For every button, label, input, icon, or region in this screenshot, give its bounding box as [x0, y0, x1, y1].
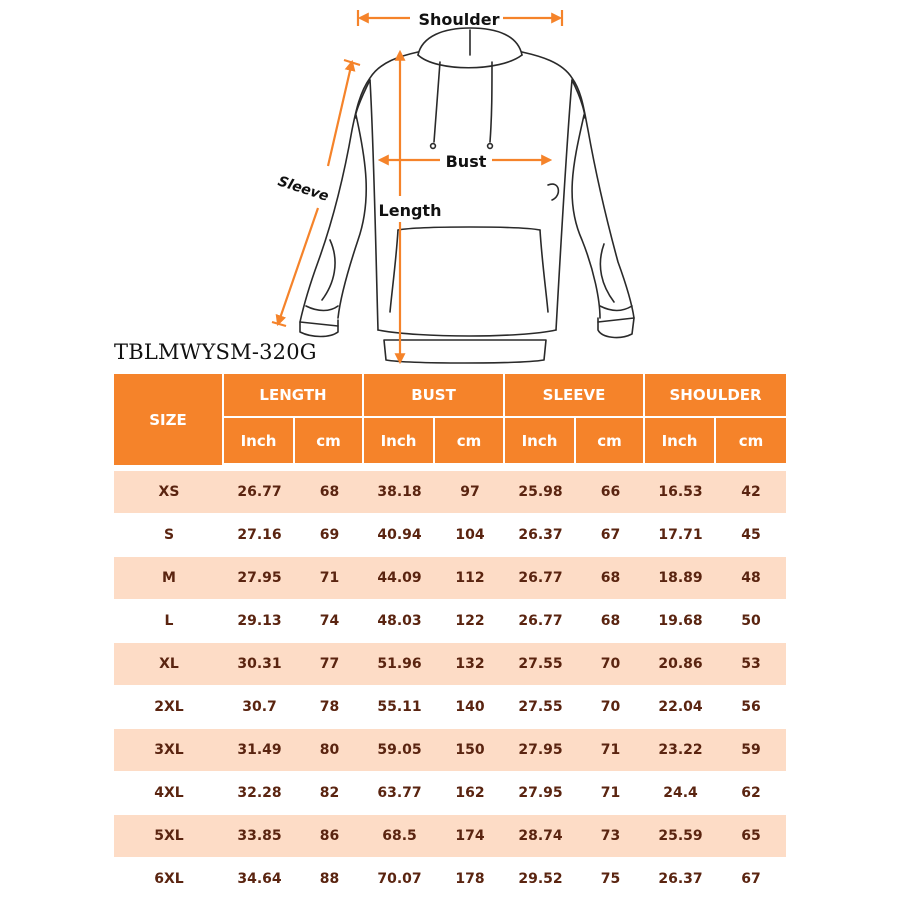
measurement-cell: 26.37	[645, 858, 716, 901]
shoulder-group-header: SHOULDER	[645, 374, 786, 418]
size-cell: XS	[114, 465, 224, 514]
measurement-cell: 68	[576, 557, 645, 600]
measurement-cell: 70	[576, 686, 645, 729]
measurement-cell: 25.98	[505, 465, 576, 514]
measurement-cell: 31.49	[224, 729, 295, 772]
measurement-cell: 73	[576, 815, 645, 858]
unit-header: cm	[576, 418, 645, 465]
table-row	[114, 514, 786, 557]
table-row	[114, 465, 786, 514]
measurement-cell: 62	[716, 772, 786, 815]
measurement-cell: 27.55	[505, 643, 576, 686]
measurement-cell: 26.37	[505, 514, 576, 557]
hoodie-illustration	[300, 28, 634, 363]
size-cell: 5XL	[114, 815, 224, 858]
measurement-cell: 23.22	[645, 729, 716, 772]
measurement-cell: 80	[295, 729, 364, 772]
measurement-cell: 27.55	[505, 686, 576, 729]
measurement-cell: 44.09	[364, 557, 435, 600]
measurement-cell: 71	[576, 772, 645, 815]
unit-header: Inch	[505, 418, 576, 465]
size-column-header: SIZE	[114, 374, 224, 465]
measurement-cell: 27.95	[505, 729, 576, 772]
measurement-cell: 48.03	[364, 600, 435, 643]
measurement-cell: 16.53	[645, 465, 716, 514]
measurement-cell: 68	[295, 465, 364, 514]
measurement-cell: 71	[295, 557, 364, 600]
measurement-cell: 22.04	[645, 686, 716, 729]
measurement-cell: 140	[435, 686, 505, 729]
measurement-cell: 70.07	[364, 858, 435, 901]
measurement-cell: 50	[716, 600, 786, 643]
measurement-cell: 38.18	[364, 465, 435, 514]
measurement-cell: 65	[716, 815, 786, 858]
table-row	[114, 858, 786, 901]
measurement-cell: 27.95	[224, 557, 295, 600]
sleeve-label: Sleeve	[275, 173, 331, 205]
measurement-cell: 53	[716, 643, 786, 686]
measurement-cell: 66	[576, 465, 645, 514]
measurement-cell: 25.59	[645, 815, 716, 858]
measurement-cell: 104	[435, 514, 505, 557]
sleeve-group-header: SLEEVE	[505, 374, 645, 418]
measurement-cell: 26.77	[224, 465, 295, 514]
measurement-cell: 59	[716, 729, 786, 772]
size-cell: M	[114, 557, 224, 600]
measurement-cell: 132	[435, 643, 505, 686]
measurement-cell: 26.77	[505, 557, 576, 600]
measurement-cell: 56	[716, 686, 786, 729]
table-row	[114, 686, 786, 729]
size-cell: XL	[114, 643, 224, 686]
measurement-cell: 45	[716, 514, 786, 557]
unit-header: Inch	[224, 418, 295, 465]
measurement-cell: 68.5	[364, 815, 435, 858]
shoulder-label: Shoulder	[418, 10, 500, 29]
unit-header: cm	[295, 418, 364, 465]
measurement-cell: 28.74	[505, 815, 576, 858]
measurement-cell: 67	[576, 514, 645, 557]
table-row	[114, 557, 786, 600]
measurement-cell: 174	[435, 815, 505, 858]
measurement-cell: 68	[576, 600, 645, 643]
measurement-cell: 70	[576, 643, 645, 686]
product-code: TBLMWYSM-320G	[114, 340, 317, 364]
measurement-cell: 88	[295, 858, 364, 901]
measurement-cell: 122	[435, 600, 505, 643]
table-row	[114, 643, 786, 686]
measurement-cell: 24.4	[645, 772, 716, 815]
measurement-cell: 40.94	[364, 514, 435, 557]
table-row	[114, 729, 786, 772]
measurement-cell: 150	[435, 729, 505, 772]
length-group-header: LENGTH	[224, 374, 364, 418]
measurement-cell: 34.64	[224, 858, 295, 901]
unit-header: Inch	[364, 418, 435, 465]
measurement-cell: 27.95	[505, 772, 576, 815]
measurement-cell: 162	[435, 772, 505, 815]
measurement-cell: 55.11	[364, 686, 435, 729]
unit-header: cm	[716, 418, 786, 465]
size-chart-table	[114, 374, 786, 901]
measurement-cell: 26.77	[505, 600, 576, 643]
measurement-cell: 112	[435, 557, 505, 600]
hoodie-measurement-diagram	[0, 0, 900, 372]
measurement-cell: 97	[435, 465, 505, 514]
measurement-cell: 29.52	[505, 858, 576, 901]
size-cell: 2XL	[114, 686, 224, 729]
measurement-cell: 78	[295, 686, 364, 729]
measurement-cell: 71	[576, 729, 645, 772]
measurement-cell: 48	[716, 557, 786, 600]
measurement-cell: 82	[295, 772, 364, 815]
measurement-cell: 30.7	[224, 686, 295, 729]
measurement-cell: 42	[716, 465, 786, 514]
size-cell: S	[114, 514, 224, 557]
measurement-cell: 69	[295, 514, 364, 557]
size-cell: 3XL	[114, 729, 224, 772]
unit-header: cm	[435, 418, 505, 465]
unit-header: Inch	[645, 418, 716, 465]
size-chart-body	[114, 465, 786, 901]
measurement-cell: 29.13	[224, 600, 295, 643]
measurement-cell: 19.68	[645, 600, 716, 643]
measurement-cell: 59.05	[364, 729, 435, 772]
sleeve-arrow-lower	[278, 208, 318, 324]
measurement-cell: 32.28	[224, 772, 295, 815]
table-row	[114, 600, 786, 643]
measurement-cell: 30.31	[224, 643, 295, 686]
measurement-cell: 75	[576, 858, 645, 901]
bust-label: Bust	[445, 152, 487, 171]
size-cell: L	[114, 600, 224, 643]
measurement-cell: 27.16	[224, 514, 295, 557]
size-cell: 4XL	[114, 772, 224, 815]
measurement-cell: 17.71	[645, 514, 716, 557]
bust-group-header: BUST	[364, 374, 505, 418]
measurement-cell: 33.85	[224, 815, 295, 858]
measurement-cell: 178	[435, 858, 505, 901]
measurement-cell: 18.89	[645, 557, 716, 600]
table-row	[114, 815, 786, 858]
measurement-cell: 86	[295, 815, 364, 858]
measurement-cell: 20.86	[645, 643, 716, 686]
size-cell: 6XL	[114, 858, 224, 901]
measurement-cell: 67	[716, 858, 786, 901]
length-label: Length	[378, 201, 442, 220]
measurement-cell: 51.96	[364, 643, 435, 686]
measurement-cell: 74	[295, 600, 364, 643]
measurement-cell: 63.77	[364, 772, 435, 815]
size-chart-header	[114, 374, 786, 465]
measurement-cell: 77	[295, 643, 364, 686]
table-row	[114, 772, 786, 815]
